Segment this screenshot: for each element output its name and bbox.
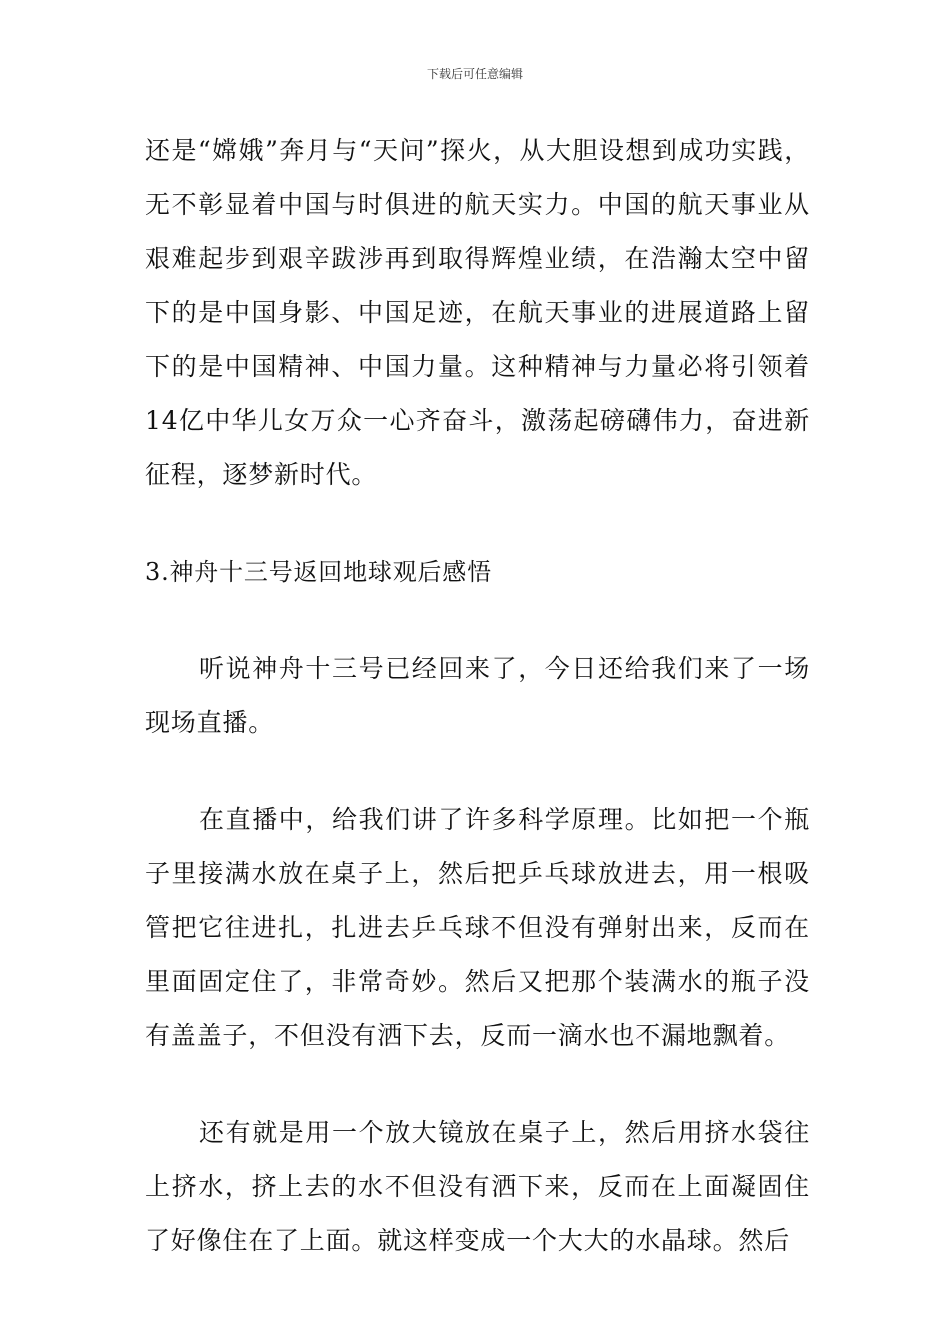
paragraph-water-ball: 还有就是用一个放大镜放在桌子上，然后用挤水袋往上挤水，挤上去的水不但没有洒下来，反而在上面凝固住了好像住在了上面。就这样变成一个大大的水晶球。然后	[145, 1118, 810, 1255]
section-heading: 3.神舟十三号返回地球观后感悟	[145, 558, 492, 586]
paragraph-continuation: 还是“嫦娥”奔月与“天问”探火，从大胆设想到成功实践，无不彰显着中国与时俱进的航天实力。中国的航天事业从艰难起步到艰辛跋涉再到取得辉煌业绩，在浩瀚太空中留下的是中国身影、中国足迹，在航天事业的进展道路上留下的是中国精神、中国力量。这种精神与力量必将引领着14亿中华儿女万众一心齐奋斗，激荡起磅礴伟力，奋进新征程，逐梦新时代。	[145, 136, 810, 489]
page-header: 下载后可任意编辑	[426, 67, 523, 81]
paragraph-broadcast-experiments: 在直播中，给我们讲了许多科学原理。比如把一个瓶子里接满水放在桌子上，然后把乒乓球放进去，用一根吸管把它往进扎，扎进去乒乓球不但没有弹射出来，反而在里面固定住了，非常奇妙。然后又把那个装满水的瓶子没有盖盖子，不但没有洒下去，反而一滴水也不漏地飘着。	[145, 805, 810, 1050]
paragraph-intro: 听说神舟十三号已经回来了，今日还给我们来了一场现场直播。	[145, 654, 810, 737]
document-body	[145, 124, 810, 1268]
